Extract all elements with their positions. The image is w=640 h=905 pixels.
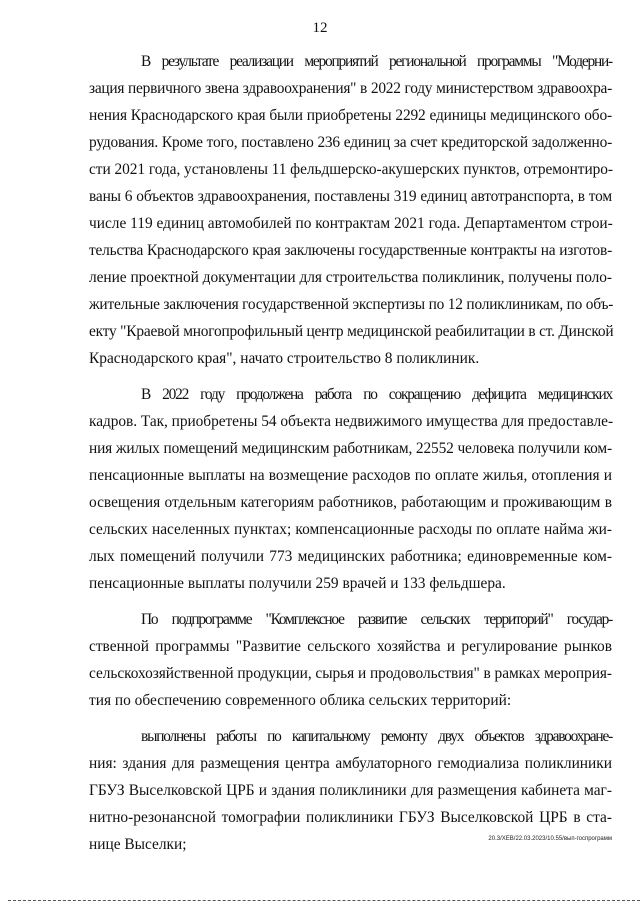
text-line: тия по обеспечению современного облика сельских территорий:: [89, 692, 512, 709]
text-line: нитно-резонансной томографии поликлиники ГБУЗ Выселковской ЦРБ в ста-: [89, 809, 612, 826]
text-line: тельства Краснодарского края заключены государственные контракты на изготов-: [89, 242, 612, 259]
text-line: жительные заключения государственной экспертизы по 12 поликлиникам, по объ-: [89, 296, 614, 313]
text-line: ГБУЗ Выселковской ЦРБ и здания поликлиники для размещения кабинета маг-: [89, 782, 612, 799]
text-line: В результате реализации мероприятий региональной программы "Модерни-: [141, 53, 612, 70]
text-line: пенсационные выплаты получили 259 врачей и 133 фельдшера.: [89, 575, 506, 592]
text-line: зация первичного звена здравоохранения" в 2022 году министерством здравоохра-: [89, 80, 612, 97]
text-line: екту "Краевой многопрофильный центр медицинской реабилитации в ст. Динской: [89, 323, 614, 340]
text-line: кадров. Так, приобретены 54 объекта недвижимого имущества для предоставле-: [89, 413, 614, 430]
text-line: освещения отдельным категориям работников, работающим и проживающим в: [89, 494, 612, 511]
text-line: ния жилых помещений медицинским работникам, 22552 человека получили ком-: [89, 440, 612, 457]
paragraph-1: [89, 48, 614, 372]
document-body: [89, 48, 614, 858]
text-line: сти 2021 года, установлены 11 фельдшерско-акушерских пунктов, отремонтиро-: [89, 161, 613, 178]
paragraph-2: [89, 381, 614, 597]
text-line: лых помещений получили 773 медицинских работника; единовременные ком-: [89, 548, 612, 565]
paragraph-3: [89, 606, 612, 714]
scan-edge-rule: [8, 900, 640, 901]
text-line: нице Выселки;: [89, 836, 187, 853]
text-line: ваны 6 объектов здравоохранения, поставлены 319 единиц автотранспорта, в том: [89, 188, 612, 205]
text-line: выполнены работы по капитальному ремонту двух объектов здравоохране-: [141, 728, 612, 745]
text-line: сельскохозяйственной продукции, сырья и продовольствия" в рамках мероприя-: [89, 665, 612, 682]
text-line: В 2022 году продолжена работа по сокращению дефицита медицинских: [141, 386, 612, 403]
text-line: По подпрограмме "Комплексное развитие сельских территорий" государ-: [141, 611, 612, 628]
footer-document-code: 20.3/ХЕВ/22.03.2023/10.55/вып-госпрограмм: [488, 836, 612, 842]
text-line: ственной программы "Развитие сельского хозяйства и регулирование рынков: [89, 638, 612, 655]
text-line: ния: здания для размещения центра амбулаторного гемодиализа поликлиники: [89, 755, 612, 772]
page-number: 12: [312, 20, 328, 36]
text-line: пенсационные выплаты на возмещение расходов по оплате жилья, отопления и: [89, 467, 612, 484]
text-line: Краснодарского края", начато строительство 8 поликлиник.: [89, 350, 480, 367]
text-line: сельских населенных пунктах; компенсационные расходы по оплате найма жи-: [89, 521, 612, 538]
text-line: рудования. Кроме того, поставлено 236 единиц за счет кредиторской задолженно-: [89, 134, 612, 151]
text-line: ление проектной документации для строительства поликлиник, получены поло-: [89, 269, 612, 286]
text-line: нения Краснодарского края были приобретены 2292 единицы медицинского обо-: [89, 107, 612, 124]
text-line: числе 119 единиц автомобилей по контрактам 2021 года. Департаментом строи-: [89, 215, 613, 232]
